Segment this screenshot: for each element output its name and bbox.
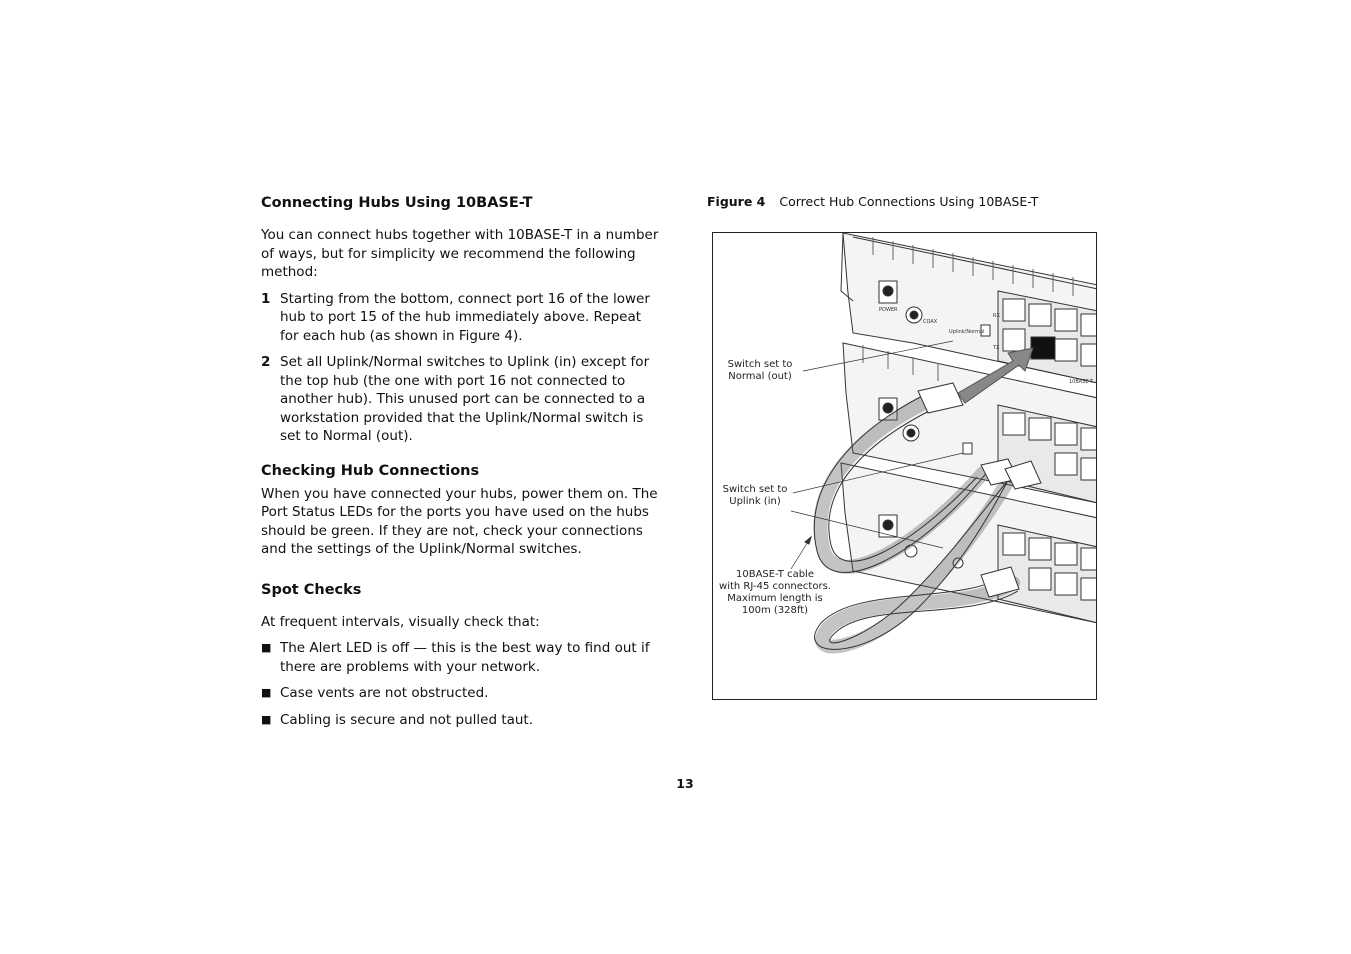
- callout-cable-line4: 100m (328ft): [741, 605, 809, 616]
- hub-stack-illustration: [713, 233, 1097, 700]
- checking-body: When you have connected your hubs, power them on. The Port Status LEDs for the ports you have used on the hubs should be green. If they are not, check your connections and the settings of the Uplink/Normal switches.: [261, 485, 658, 557]
- bullet-square-icon: ■: [261, 712, 272, 726]
- bullet-text: Cabling is secure and not pulled taut.: [280, 711, 534, 728]
- callout-normal: [723, 359, 797, 383]
- heading-checking-hub-connections: Checking Hub Connections: [261, 462, 480, 479]
- callout-cable-line3: Maximum length is: [727, 593, 823, 604]
- callout-cable-line1: 10BASE-T cable: [736, 569, 814, 580]
- step-text: Set all Uplink/Normal switches to Uplink (in) except for the top hub (the one with port 16 not connected to another hub). This unused port can be connected to a workstation provided that the Uplink/Normal switch is set to Normal (out).: [280, 354, 650, 444]
- callout-normal-line1: Switch set to: [727, 359, 793, 370]
- figure-caption: [707, 194, 1038, 210]
- connecting-intro: You can connect hubs together with 10BASE-T in a number of ways, but for simplicity we recommend the following method:: [261, 227, 659, 280]
- figure-label: Figure 4: [707, 194, 766, 209]
- list-item: [261, 711, 661, 730]
- heading-connecting-hubs: Connecting Hubs Using 10BASE-T: [261, 195, 533, 211]
- list-item: [261, 639, 661, 676]
- step-text: Starting from the bottom, connect port 16 of the lower hub to port 15 of the hub immediately above. Repeat for each hub (as shown in Figure 4).: [280, 290, 650, 344]
- rx-label: RX: [993, 313, 1000, 319]
- figure-caption-text: Correct Hub Connections Using 10BASE-T: [779, 194, 1039, 209]
- list-item: [261, 684, 661, 703]
- callout-uplink-line1: Switch set to: [722, 484, 788, 495]
- callout-cable-line2: with RJ-45 connectors.: [719, 581, 831, 592]
- bullet-square-icon: ■: [261, 686, 272, 699]
- coax-label: COAX: [923, 319, 938, 325]
- power-label: POWER: [879, 307, 898, 313]
- callout-cable: [719, 569, 831, 617]
- hub-connection-figure: [712, 232, 1097, 700]
- left-column: [261, 193, 661, 737]
- tx-label: TX: [993, 345, 1000, 351]
- step-1: [261, 290, 661, 346]
- highlighted-port-16: [1031, 337, 1055, 359]
- bullet-text: Case vents are not obstructed.: [280, 685, 489, 701]
- page-number: 13: [676, 776, 694, 791]
- callout-normal-line2: Normal (out): [728, 371, 792, 382]
- uplink-normal-label: Uplink/Normal: [949, 329, 985, 335]
- callout-uplink-line2: Uplink (in): [729, 496, 781, 507]
- step-number: 1: [261, 290, 271, 307]
- heading-spot-checks: Spot Checks: [261, 581, 362, 598]
- bullet-square-icon: ■: [261, 641, 272, 654]
- step-2: [261, 353, 661, 446]
- model-label: 10BASE-T: [1069, 379, 1093, 385]
- step-number: 2: [261, 354, 271, 370]
- spot-intro: At frequent intervals, visually check that:: [261, 613, 540, 630]
- bullet-text: The Alert LED is off — this is the best way to find out if there are problems with your network.: [280, 640, 650, 675]
- callout-uplink: [719, 484, 791, 508]
